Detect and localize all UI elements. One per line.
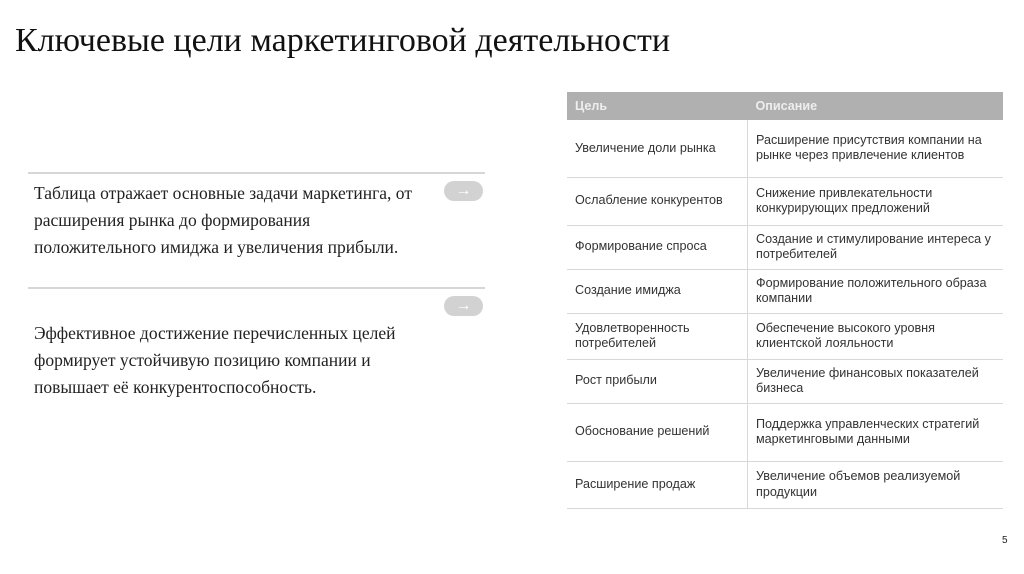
page-number: 5 — [1002, 535, 1008, 546]
goal-cell: Рост прибыли — [567, 359, 748, 403]
table-row — [567, 269, 1003, 313]
goal-cell: Обоснование решений — [567, 403, 748, 461]
description-cell: Расширение присутствия компании на рынке через привлечение клиентов — [748, 120, 1004, 177]
goal-cell: Расширение продаж — [567, 461, 748, 508]
description-cell: Поддержка управленческих стратегий маркетинговыми данными — [748, 403, 1004, 461]
table-row — [567, 120, 1003, 177]
goal-cell: Формирование спроса — [567, 225, 748, 269]
description-cell: Увеличение объемов реализуемой продукции — [748, 461, 1004, 508]
goal-cell: Создание имиджа — [567, 269, 748, 313]
table-row — [567, 313, 1003, 359]
table-row — [567, 177, 1003, 225]
paragraph-summary: Таблица отражает основные задачи маркетинга, от расширения рынка до формирования положительного имиджа и увеличения прибыли. — [34, 183, 412, 257]
description-cell: Увеличение финансовых показателей бизнеса — [748, 359, 1004, 403]
description-cell: Формирование положительного образа компании — [748, 269, 1004, 313]
table-row — [567, 225, 1003, 269]
paragraph-conclusion: Эффективное достижение перечисленных целей формирует устойчивую позицию компании и повышает её конкурентоспособность. — [34, 323, 396, 397]
divider — [28, 287, 485, 289]
table-row — [567, 359, 1003, 403]
arrow-icon[interactable]: → — [444, 181, 483, 201]
arrow-icon[interactable]: → — [444, 296, 483, 316]
goals-table — [567, 92, 1003, 509]
header-goal: Цель — [567, 92, 748, 120]
description-cell: Обеспечение высокого уровня клиентской лояльности — [748, 313, 1004, 359]
page-title: Ключевые цели маркетинговой деятельности — [15, 22, 671, 59]
goal-cell: Удовлетворенность потребителей — [567, 313, 748, 359]
table-row — [567, 403, 1003, 461]
description-cell: Создание и стимулирование интереса у потребителей — [748, 225, 1004, 269]
goal-cell: Ослабление конкурентов — [567, 177, 748, 225]
goal-cell: Увеличение доли рынка — [567, 120, 748, 177]
table-header-row — [567, 92, 1003, 120]
description-cell: Снижение привлекательности конкурирующих предложений — [748, 177, 1004, 225]
header-description: Описание — [748, 92, 1004, 120]
table-row — [567, 461, 1003, 508]
divider — [28, 172, 485, 174]
